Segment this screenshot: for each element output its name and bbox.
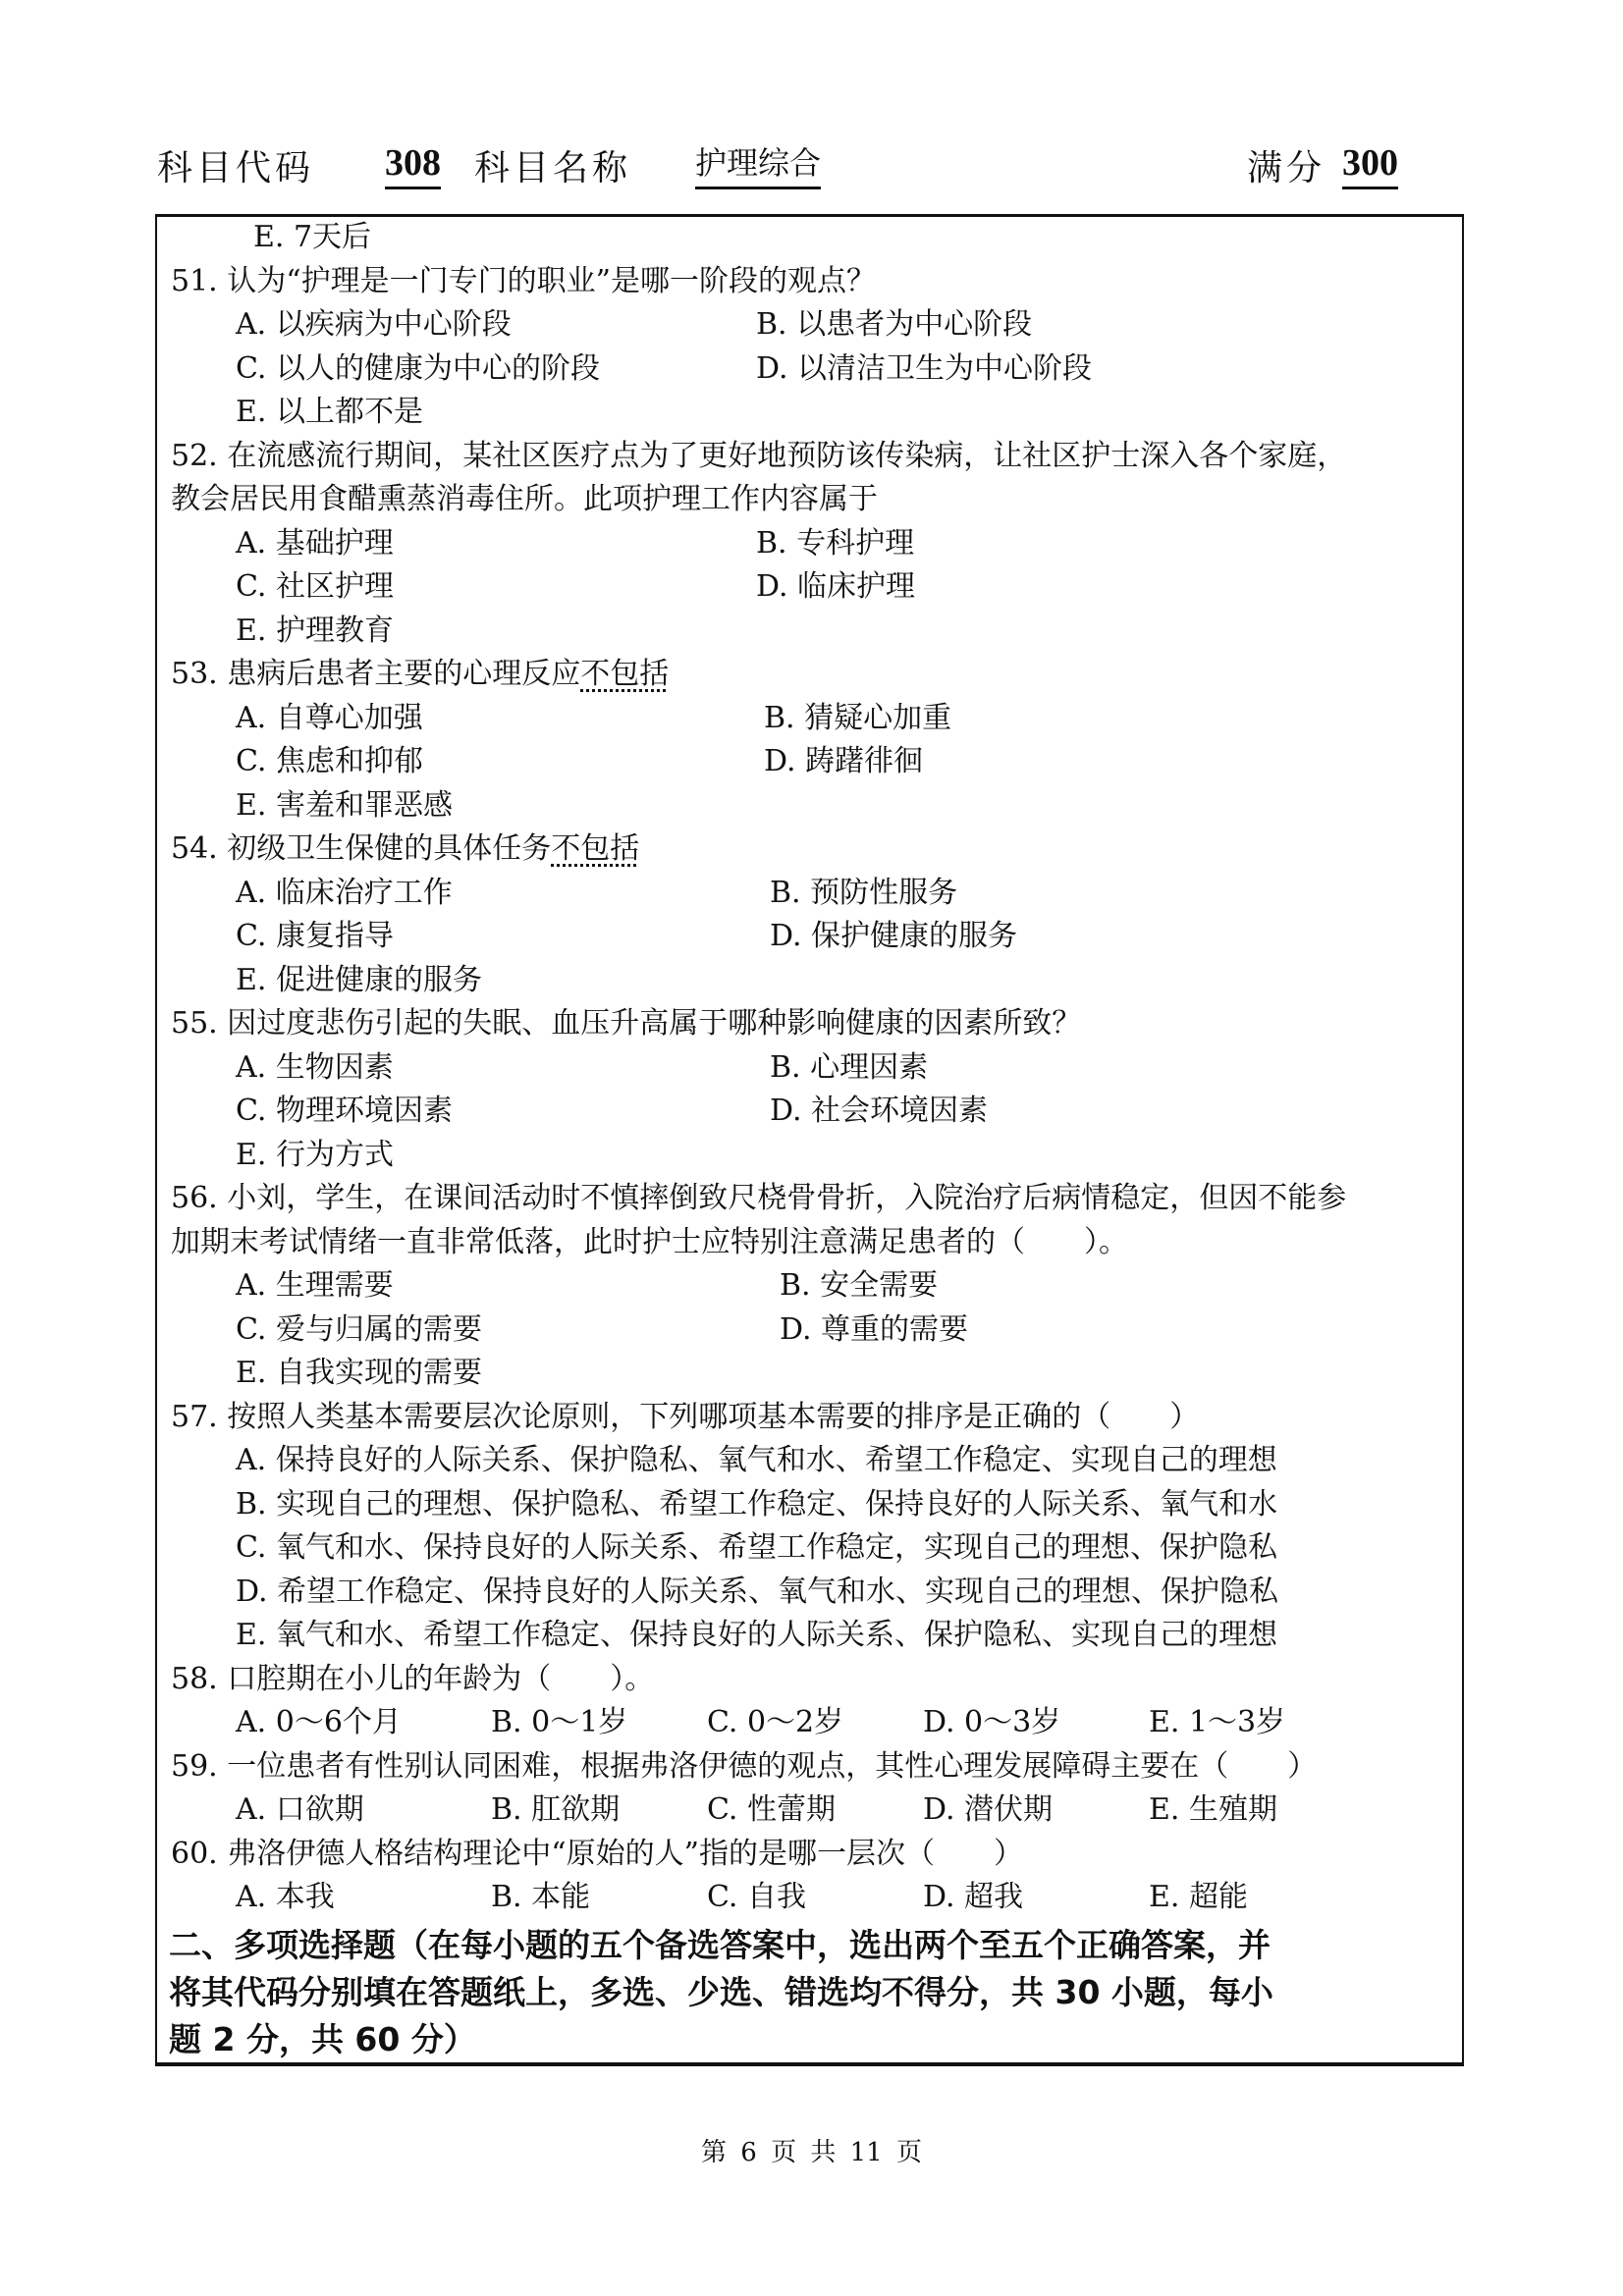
question-52 [169,435,1455,479]
option: E. 以上都不是 [236,395,423,429]
question-text-cont: 教会居民用食醋熏蒸消毒住所。此项护理工作内容属于 [171,482,878,516]
section-heading-multiple-choice [169,1922,1455,2063]
question-text: 小刘，学生，在课间活动时不慎摔倒致尺桡骨骨折，入院治疗后病情稳定，但因不能参 [227,1181,1347,1215]
option: C. 氧气和水、保持良好的人际关系、希望工作稳定，实现自己的理想、保护隐私 [236,1530,1277,1565]
option: B. 肛欲期 [491,1792,621,1827]
option: C. 康复指导 [236,919,394,953]
option: B. 预防性服务 [770,875,958,910]
question-number: 54. [171,831,218,866]
option: C. 性蕾期 [707,1792,836,1827]
subject-code-value: 308 [385,139,441,189]
option: E. 促进健康的服务 [236,962,482,997]
option: B. 实现自己的理想、保护隐私、希望工作稳定、保持良好的人际关系、氧气和水 [236,1486,1278,1522]
option: C. 爱与归属的需要 [236,1311,482,1347]
option: B. 本能 [491,1880,591,1914]
question-text: 一位患者有性别认同困难，根据弗洛伊德的观点，其性心理发展障碍主要在（ ） [227,1748,1318,1784]
option: C. 物理环境因素 [236,1094,453,1128]
option: E. 护理教育 [236,613,394,648]
question-text: 患病后患者主要的心理反应 [227,657,581,691]
question-56 [169,1177,1455,1221]
option: D. 潜伏期 [923,1792,1054,1827]
option: A. 保持良好的人际关系、保护隐私、氧气和水、希望工作稳定、实现自己的理想 [236,1443,1277,1477]
option: C. 焦虑和抑郁 [236,744,423,778]
option: B. 以患者为中心阶段 [756,307,1033,342]
section-heading-line: 二、多项选择题（在每小题的五个备选答案中，选出两个至五个正确答案，并 [169,1926,1271,1964]
option: D. 0～3岁 [923,1705,1061,1739]
option: B. 猜疑心加重 [764,700,952,735]
question-text-cont: 加期末考试情绪一直非常低落，此时护士应特别注意满足患者的（ ）。 [171,1224,1128,1259]
question-text: 在流感流行期间，某社区医疗点为了更好地预防该传染病，让社区护士深入各个家庭， [227,438,1347,473]
question-number: 52. [171,438,218,473]
section-heading-line: 将其代码分别填在答题纸上，多选、少选、错选均不得分，共 30 小题，每小 [169,1973,1273,2011]
option: B. 专科护理 [756,525,915,561]
question-58 [169,1658,1455,1702]
option: C. 0～2岁 [707,1705,844,1739]
section-heading-line: 题 2 分，共 60 分） [169,2020,476,2058]
option: C. 自我 [707,1880,806,1914]
question-number: 55. [171,1006,218,1041]
option: D. 踌躇徘徊 [764,744,924,778]
option: A. 自尊心加强 [236,700,423,735]
question-text: 弗洛伊德人格结构理论中“原始的人”指的是哪一层次（ ） [227,1836,1023,1871]
option: D. 保护健康的服务 [770,919,1018,953]
option: E. 自我实现的需要 [236,1356,482,1390]
full-score-value: 300 [1342,139,1398,189]
question-list [169,216,1455,1920]
question-number: 51. [171,263,218,298]
subject-code-label: 科目代码 [157,148,315,188]
option: E. 害羞和罪恶感 [236,787,453,823]
option: A. 本我 [236,1880,335,1914]
exam-header [157,139,1404,198]
full-score-label: 满分 [1247,148,1326,188]
option: B. 心理因素 [770,1049,929,1085]
question-text: 初级卫生保健的具体任务 [227,831,552,866]
option: A. 生物因素 [236,1049,394,1085]
question-number: 58. [171,1661,218,1696]
option: E. 行为方式 [236,1137,394,1172]
question-text: 按照人类基本需要层次论原则，下列哪项基本需要的排序是正确的（ ） [227,1399,1200,1434]
question-text: 认为“护理是一门专门的职业”是哪一阶段的观点？ [227,263,876,298]
option: D. 社会环境因素 [770,1094,989,1128]
option: D. 以清洁卫生为中心阶段 [756,350,1093,386]
subject-name-label: 科目名称 [474,148,632,188]
option: E. 1～3岁 [1149,1705,1286,1739]
question-55 [169,1002,1455,1046]
option: E. 氧气和水、希望工作稳定、保持良好的人际关系、保护隐私、实现自己的理想 [236,1618,1277,1652]
option: E. 生殖期 [1149,1792,1277,1827]
option: A. 生理需要 [236,1268,394,1303]
option: A. 基础护理 [236,525,394,561]
option: E. 超能 [1149,1880,1248,1914]
option: D. 超我 [923,1880,1024,1914]
emphasis-text: 不包括 [580,657,670,691]
question-51 [169,260,1455,304]
option: A. 0～6个月 [236,1705,402,1739]
question-60 [169,1833,1455,1877]
question-53 [169,653,1455,697]
emphasis-text: 不包括 [551,831,640,866]
option: D. 希望工作稳定、保持良好的人际关系、氧气和水、实现自己的理想、保护隐私 [236,1574,1279,1609]
option: D. 尊重的需要 [780,1311,969,1347]
question-number: 59. [171,1748,218,1784]
option: A. 以疾病为中心阶段 [236,307,512,342]
option: D. 临床护理 [756,569,916,604]
question-number: 53. [171,657,218,691]
subject-name-value: 护理综合 [695,139,821,189]
option: B. 安全需要 [780,1268,939,1303]
option: C. 社区护理 [236,569,394,604]
question-54 [169,828,1455,872]
question-number: 60. [171,1836,218,1871]
question-text: 因过度悲伤引起的失眠、血压升高属于哪种影响健康的因素所致？ [227,1006,1082,1041]
question-57 [169,1396,1455,1440]
option: A. 口欲期 [236,1792,364,1827]
question-number: 57. [171,1399,218,1434]
question-text: 口腔期在小儿的年龄为（ ）。 [227,1661,655,1696]
option: C. 以人的健康为中心的阶段 [236,350,600,386]
question-59 [169,1745,1455,1789]
option: A. 临床治疗工作 [236,875,453,910]
page-number: 第 6 页 共 11 页 [701,2138,922,2167]
carryover-option: E. 7天后 [253,220,372,254]
question-number: 56. [171,1181,218,1215]
option: B. 0～1岁 [491,1705,628,1739]
